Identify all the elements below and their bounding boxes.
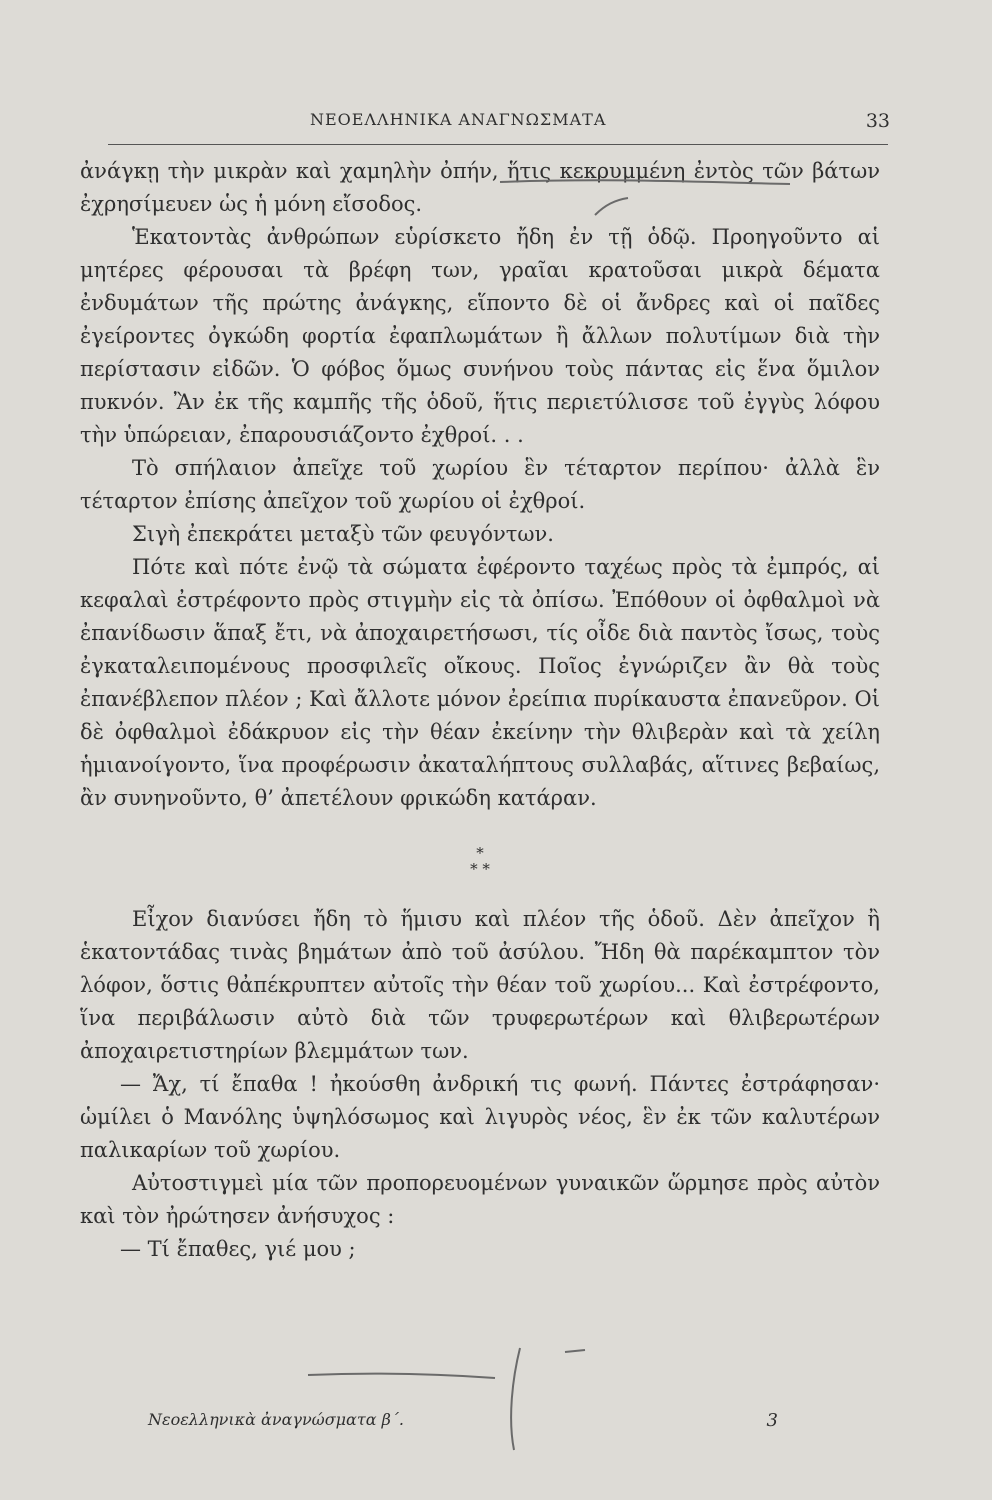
paragraph-ti-epathes: — Τί ἔπαθες, γιέ μου ; [120,1237,356,1261]
separator-star-top: * [476,844,484,862]
paragraph-continuation: ἀνάγκῃ τὴν μικρὰν καὶ χαμηλὴν ὀπήν, ἥτις κεκρυμμένη ἐντὸς τῶν βάτων ἐχρησίμευεν ὡς ἡ μόνη εἴσοδος. [80,159,880,216]
signature-mark: Νεοελληνικὰ ἀναγνώσματα β΄. [148,1410,404,1429]
page-number: 33 [865,110,890,132]
signature-number: 3 [766,1410,778,1431]
paragraph-sige: Σιγὴ ἐπεκράτει μεταξὺ τῶν φευγόντων. [132,522,554,546]
paragraph-hekatontas: Ἑκατοντὰς ἀνθρώπων εὑρίσκετο ἤδη ἐν τῇ ὁδῷ. Προηγοῦντο αἱ μητέρες φέρουσαι τὰ βρέφη των, γραῖαι κρατοῦσαι μικρὰ δέματα ἐνδυμάτων τῆς πρώτης ἀνάγκης, εἵποντο δὲ οἱ ἄνδρες καὶ οἱ παῖδες ἐγείροντες ὀγκώδη φορτία ἐφαπλωμάτων ἢ ἄλλων πολυτίμων διὰ τὴν περίστασιν εἰδῶν. Ὁ φόβος ὅμως συνήνου τοὺς πάντας εἰς ἕνα ὅμιλον πυκνόν. Ἂν ἐκ τῆς καμπῆς τῆς ὁδοῦ, ἥτις περιετύλισσε τοῦ ἐγγὺς λόφου τὴν ὑπώρειαν, ἐπαρουσιάζοντο ἐχθροί. . . [80,225,880,447]
pencil-stroke-line2 [595,198,628,215]
paragraph-spelaion: Τὸ σπήλαιον ἀπεῖχε τοῦ χωρίου ἓν τέταρτον περίπου· ἀλλὰ ἓν τέταρτον ἐπίσης ἀπεῖχον τοῦ χωρίου οἱ ἐχθροί. [80,456,880,513]
paragraph-pote: Πότε καὶ πότε ἐνῷ τὰ σώματα ἐφέροντο ταχέως πρὸς τὰ ἐμπρός, αἱ κεφαλαὶ ἐστρέφοντο πρὸς στιγμὴν εἰς τὰ ὀπίσω. Ἐπόθουν οἱ ὀφθαλμοὶ νὰ ἐπανίδωσιν ἅπαξ ἔτι, νὰ ἀποχαιρετήσωσι, τίς οἶδε διὰ παντὸς ἴσως, τοὺς ἐγκαταλειπομένους προσφιλεῖς οἴκους. Ποῖος ἐγνώριζεν ἂν θὰ τοὺς ἐπανέβλεπον πλέον ; Καὶ ἄλλοτε μόνον ἐρείπια πυρίκαυστα ἐπανεῦρον. Οἱ δὲ ὀφθαλμοὶ ἐδάκρυον εἰς τὴν θέαν ἐκείνην τὴν θλιβερὰν καὶ τὰ χείλη ἡμιανοίγοντο, ἵνα προφέρωσιν ἀκαταλήπτους συλλαβάς, αἵτινες βεβαίως, ἂν συνηνοῦντο, θ’ ἀπετέλουν φρικώδη κατάραν. [80,555,880,810]
paragraph-ach: — Ἄχ, τί ἔπαθα ! ἠκούσθη ἀνδρική τις φωνή. Πάντες ἐστράφησαν· ὡμίλει ὁ Μανόλης ὑψηλόσωμος καὶ λιγυρὸς νέος, ἓν ἐκ τῶν καλυτέρων παλικαρίων τοῦ χωρίου. [80,1072,880,1162]
pencil-dash-bottom [565,1350,585,1352]
page-footer [148,1410,868,1440]
running-title: ΝΕΟΕΛΛΗΝΙΚΑ ΑΝΑΓΝΩΣΜΑΤΑ [310,110,607,129]
separator-stars-bottom: * * [470,860,490,878]
pencil-underline-line1 [500,180,790,184]
pencil-underline-bottom [308,1374,495,1378]
paragraph-autostigmei: Αὐτοστιγμεὶ μία τῶν προπορευομένων γυναικῶν ὥρμησε πρὸς αὐτὸν καὶ τὸν ἠρώτησεν ἀνήσυχος : [80,1171,880,1228]
paragraph-eichon: Εἶχον διανύσει ἤδη τὸ ἥμισυ καὶ πλέον τῆς ὁδοῦ. Δὲν ἀπεῖχον ἢ ἑκατοντάδας τινὰς βημάτων ἀπὸ τοῦ ἀσύλου. Ἤδη θὰ παρέκαμπτον τὸν λόφον, ὅστις θἀπέκρυπτεν αὐτοῖς τὴν θέαν τοῦ χωρίου... Καὶ ἐστρέφοντο, ἵνα περιβάλωσιν αὐτὸ διὰ τῶν τρυφερωτέρων καὶ θλιβερωτέρων ἀποχαιρετιστηρίων βλεμμάτων των. [80,907,880,1063]
